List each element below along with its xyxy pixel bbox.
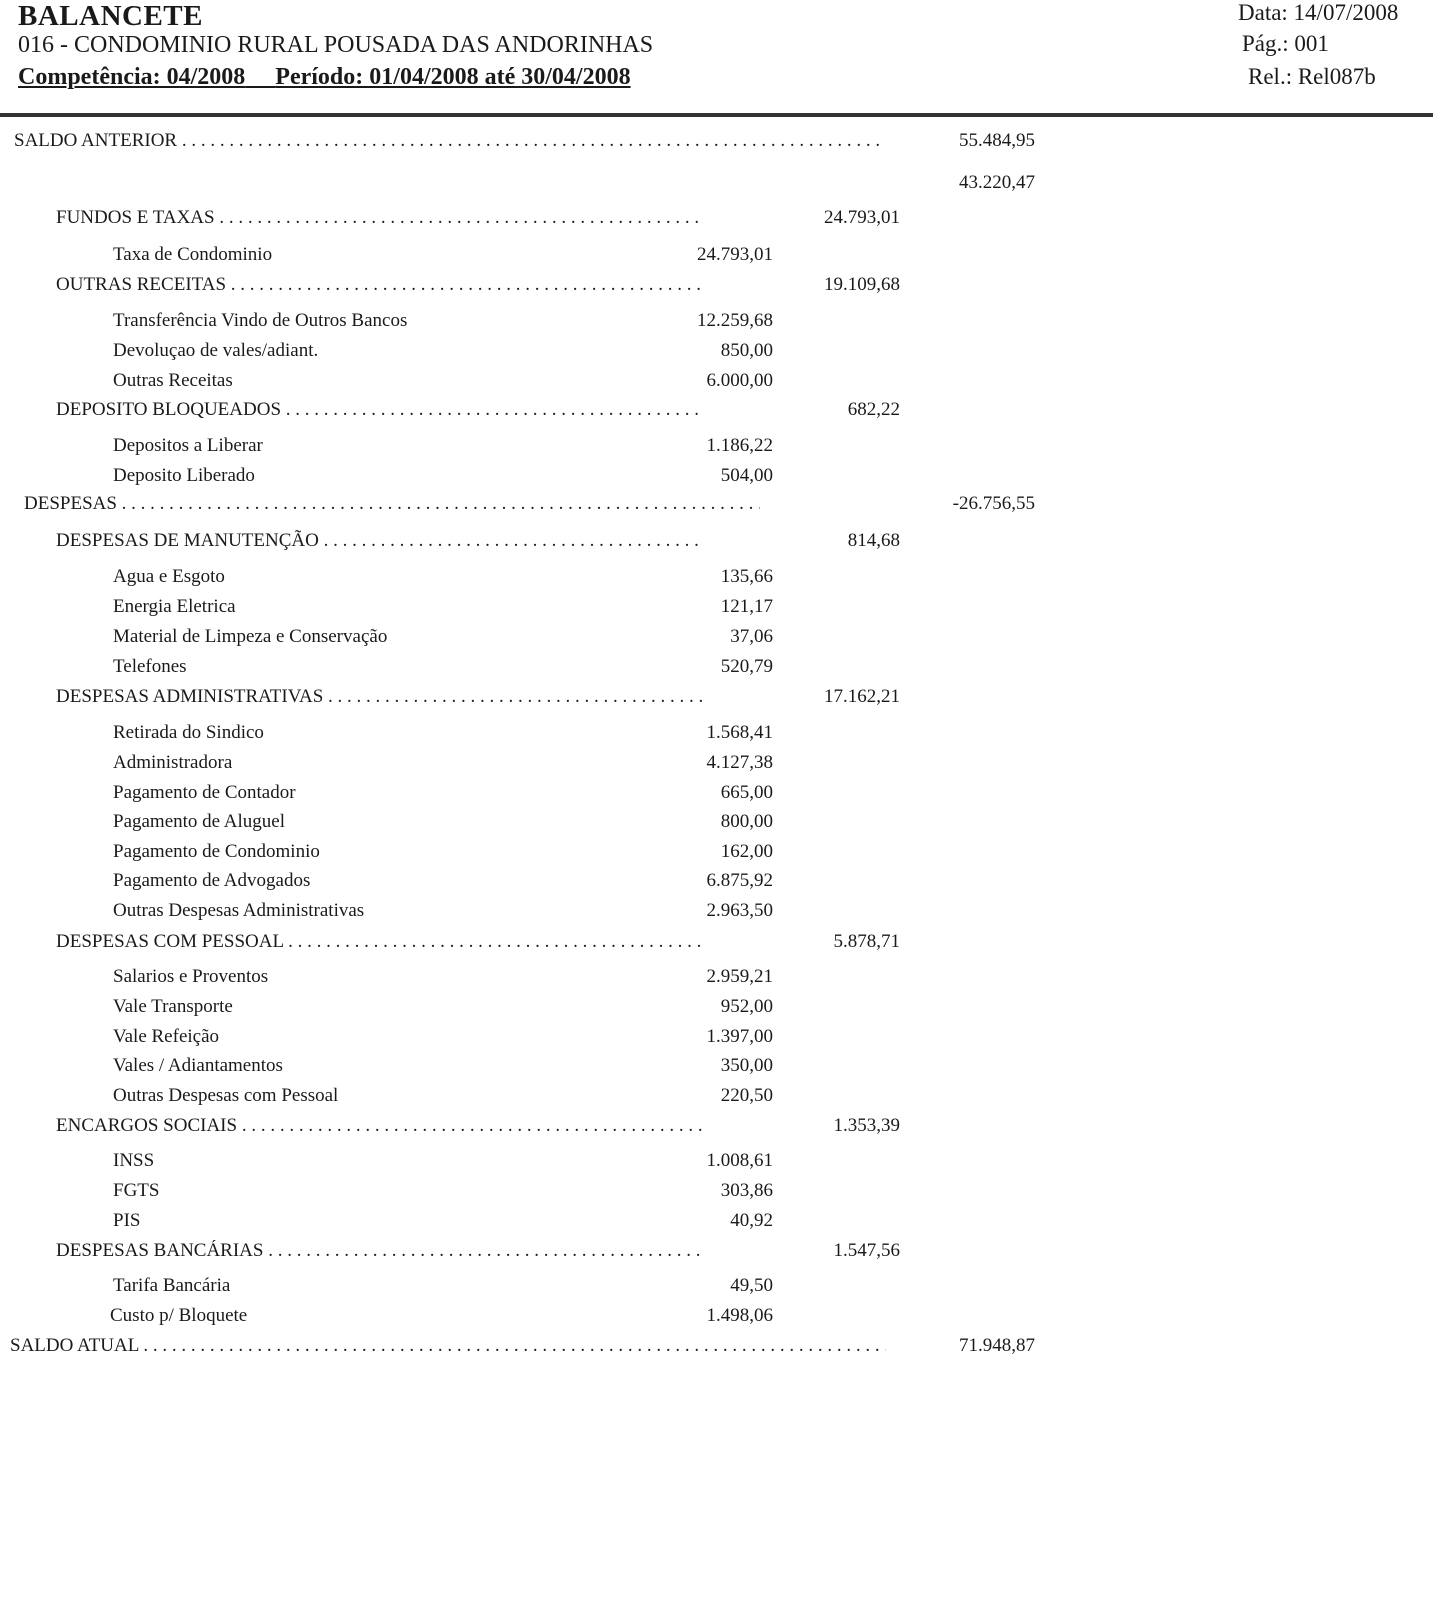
item-label: Taxa de Condominio <box>113 244 273 265</box>
receitas-total-value: 43.220,47 <box>959 172 1035 193</box>
item-row <box>0 811 1433 841</box>
saldo-atual-row <box>0 1335 1433 1365</box>
group-row <box>0 530 1433 560</box>
item-value: 504,00 <box>720 465 773 486</box>
item-row <box>0 1305 1433 1335</box>
item-value: 4.127,38 <box>706 752 773 773</box>
item-label: Transferência Vindo de Outros Bancos <box>113 310 408 331</box>
item-value: 520,79 <box>720 656 773 677</box>
group-row <box>0 931 1433 961</box>
item-label: Vale Refeição <box>113 1026 220 1047</box>
saldo-anterior-label: SALDO ANTERIOR . . . <box>14 130 886 152</box>
group-total: 5.878,71 <box>833 931 900 952</box>
item-value: 303,86 <box>720 1180 773 1201</box>
item-row <box>0 370 1433 400</box>
item-row <box>0 782 1433 812</box>
item-label: Agua e Esgoto <box>113 566 225 587</box>
group-total: 24.793,01 <box>824 207 900 228</box>
item-label: FGTS <box>113 1180 160 1201</box>
item-value: 1.568,41 <box>706 722 773 743</box>
item-row <box>0 870 1433 900</box>
competencia-line <box>18 64 631 91</box>
saldo-anterior-value: 55.484,95 <box>959 130 1035 151</box>
group-label: DESPESAS BANCÁRIAS . . . <box>56 1240 704 1262</box>
item-value: 6.000,00 <box>706 370 773 391</box>
report-id: Rel.: Rel087b <box>1248 64 1376 89</box>
item-row <box>0 1055 1433 1085</box>
item-label: Administradora <box>113 752 233 773</box>
group-label: DESPESAS DE MANUTENÇÃO . . . <box>56 530 704 552</box>
item-row <box>0 900 1433 930</box>
group-total: 19.109,68 <box>824 274 900 295</box>
item-label: Salarios e Proventos <box>113 966 269 987</box>
item-row <box>0 310 1433 340</box>
item-label: Pagamento de Aluguel <box>113 811 286 832</box>
item-value: 2.963,50 <box>706 900 773 921</box>
item-row <box>0 656 1433 686</box>
group-label: DESPESAS ADMINISTRATIVAS . . . <box>56 686 704 708</box>
item-label: Material de Limpeza e Conservação <box>113 626 388 647</box>
item-row <box>0 1085 1433 1115</box>
item-label: Custo p/ Bloquete <box>110 1305 248 1326</box>
item-label: Outras Receitas <box>113 370 233 391</box>
item-row <box>0 722 1433 752</box>
item-label: Pagamento de Advogados <box>113 870 311 891</box>
item-value: 220,50 <box>720 1085 773 1106</box>
group-label: OUTRAS RECEITAS . . . <box>56 274 704 296</box>
item-row <box>0 1026 1433 1056</box>
group-row <box>0 274 1433 304</box>
group-label: DEPOSITO BLOQUEADOS . . . <box>56 399 704 421</box>
group-total: 814,68 <box>847 530 900 551</box>
item-label: Tarifa Bancária <box>113 1275 231 1296</box>
item-value: 350,00 <box>720 1055 773 1076</box>
item-value: 162,00 <box>720 841 773 862</box>
group-row <box>0 399 1433 429</box>
saldo-anterior-row <box>0 130 1433 160</box>
item-row <box>0 340 1433 370</box>
item-label: PIS <box>113 1210 141 1231</box>
item-value: 121,17 <box>720 596 773 617</box>
item-row <box>0 626 1433 656</box>
group-row <box>0 207 1433 237</box>
item-value: 49,50 <box>730 1275 773 1296</box>
item-value: 665,00 <box>720 782 773 803</box>
despesas-value: -26.756,55 <box>952 493 1035 514</box>
item-row <box>0 244 1433 274</box>
item-value: 2.959,21 <box>706 966 773 987</box>
group-total: 17.162,21 <box>824 686 900 707</box>
despesas-label: DESPESAS . . . <box>24 493 760 515</box>
group-row <box>0 1115 1433 1145</box>
item-label: Depositos a Liberar <box>113 435 263 456</box>
item-row <box>0 841 1433 871</box>
item-row <box>0 596 1433 626</box>
periodo: Período: 01/04/2008 até 30/04/2008 <box>275 64 631 90</box>
item-label: Energia Eletrica <box>113 596 236 617</box>
item-value: 40,92 <box>730 1210 773 1231</box>
item-value: 12.259,68 <box>697 310 773 331</box>
item-label: Deposito Liberado <box>113 465 255 486</box>
item-label: Outras Despesas com Pessoal <box>113 1085 339 1106</box>
report-header <box>0 0 1433 120</box>
item-value: 1.397,00 <box>706 1026 773 1047</box>
item-value: 135,66 <box>720 566 773 587</box>
group-label: ENCARGOS SOCIAIS . . . <box>56 1115 704 1137</box>
item-row <box>0 566 1433 596</box>
item-label: Pagamento de Contador <box>113 782 296 803</box>
group-label: DESPESAS COM PESSOAL . . . <box>56 931 704 953</box>
saldo-atual-label: SALDO ATUAL . . . <box>10 1335 886 1357</box>
item-value: 850,00 <box>720 340 773 361</box>
item-label: INSS <box>113 1150 155 1171</box>
item-value: 952,00 <box>720 996 773 1017</box>
item-label: Outras Despesas Administrativas <box>113 900 365 921</box>
item-value: 37,06 <box>730 626 773 647</box>
item-value: 6.875,92 <box>706 870 773 891</box>
item-row <box>0 966 1433 996</box>
item-row <box>0 465 1433 495</box>
saldo-atual-value: 71.948,87 <box>959 1335 1035 1356</box>
group-label: FUNDOS E TAXAS . . . <box>56 207 704 229</box>
competencia: Competência: 04/2008 <box>18 64 246 90</box>
item-label: Pagamento de Condominio <box>113 841 320 862</box>
receitas-total-row <box>0 172 1433 202</box>
page-number: Pág.: 001 <box>1242 31 1329 56</box>
report-date: Data: 14/07/2008 <box>1238 0 1399 25</box>
group-total: 682,22 <box>847 399 900 420</box>
item-label: Vale Transporte <box>113 996 233 1017</box>
item-label: Devoluçao de vales/adiant. <box>113 340 319 361</box>
group-row <box>0 686 1433 716</box>
header-divider <box>0 113 1433 117</box>
item-label: Vales / Adiantamentos <box>113 1055 283 1076</box>
item-row <box>0 435 1433 465</box>
item-value: 800,00 <box>720 811 773 832</box>
item-row <box>0 1180 1433 1210</box>
item-row <box>0 752 1433 782</box>
item-value: 1.008,61 <box>706 1150 773 1171</box>
group-total: 1.547,56 <box>833 1240 900 1261</box>
item-row <box>0 1150 1433 1180</box>
report-title: BALANCETE <box>18 0 203 32</box>
item-label: Retirada do Sindico <box>113 722 264 743</box>
item-row <box>0 1210 1433 1240</box>
group-total: 1.353,39 <box>833 1115 900 1136</box>
item-value: 1.186,22 <box>706 435 773 456</box>
item-row <box>0 996 1433 1026</box>
condominio-name: 016 - CONDOMINIO RURAL POUSADA DAS ANDORINHAS <box>18 32 654 58</box>
item-value: 1.498,06 <box>706 1305 773 1326</box>
item-row <box>0 1275 1433 1305</box>
group-row <box>0 1240 1433 1270</box>
despesas-row <box>0 493 1433 523</box>
item-label: Telefones <box>113 656 187 677</box>
item-value: 24.793,01 <box>697 244 773 265</box>
